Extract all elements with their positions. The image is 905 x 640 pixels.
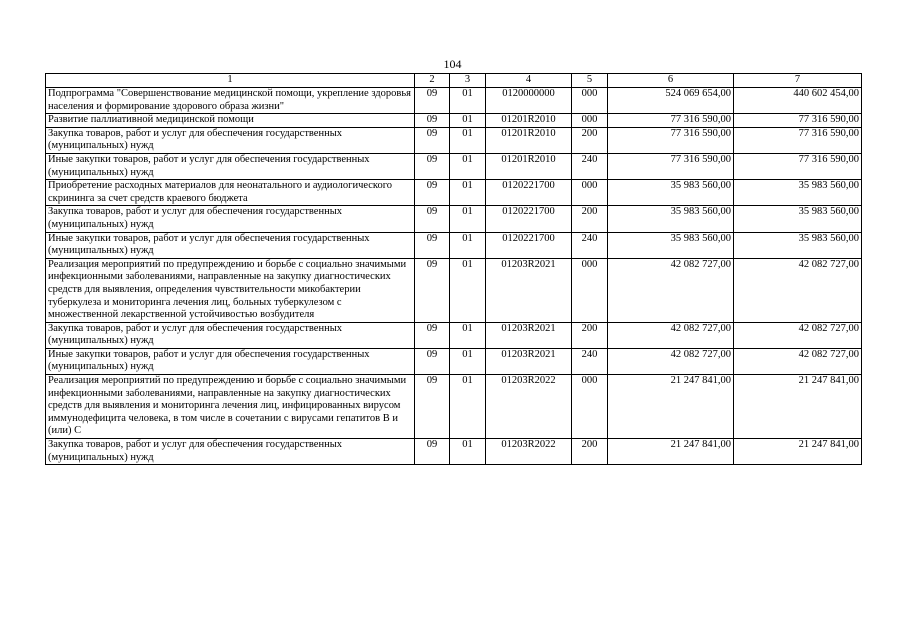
row-name: Реализация мероприятий по предупреждению и борьбе с социально значимыми инфекционными заболеваниями, направленные на закупку диагностических средств для выявления и мониторинга лечения лиц, инфицированных вирусом иммунодефицита человека, в том числе в сочетании с вирусами гепатитов В и (или) С [46,375,415,439]
row-amount-col6: 77 316 590,00 [608,127,734,153]
table-row [46,180,862,206]
row-subsection: 01 [450,348,486,374]
row-amount-col7: 42 082 727,00 [734,322,862,348]
row-amount-col7: 21 247 841,00 [734,375,862,439]
row-amount-col7: 42 082 727,00 [734,258,862,322]
table-row [46,153,862,179]
row-subsection: 01 [450,258,486,322]
row-subsection: 01 [450,206,486,232]
row-subsection: 01 [450,439,486,465]
row-name: Иные закупки товаров, работ и услуг для обеспечения государственных (муниципальных) нужд [46,153,415,179]
row-target-code: 01203R2021 [486,348,572,374]
row-section: 09 [415,206,450,232]
row-target-code: 0120000000 [486,88,572,114]
row-target-code: 01203R2021 [486,258,572,322]
column-header-7: 7 [734,74,862,88]
row-amount-col6: 35 983 560,00 [608,180,734,206]
table-row [46,88,862,114]
row-expense-type: 200 [572,206,608,232]
row-expense-type: 240 [572,232,608,258]
row-amount-col7: 77 316 590,00 [734,114,862,128]
row-subsection: 01 [450,232,486,258]
row-section: 09 [415,348,450,374]
row-amount-col7: 35 983 560,00 [734,180,862,206]
row-target-code: 01201R2010 [486,114,572,128]
row-section: 09 [415,180,450,206]
row-section: 09 [415,322,450,348]
row-amount-col6: 42 082 727,00 [608,322,734,348]
row-amount-col6: 77 316 590,00 [608,114,734,128]
row-section: 09 [415,153,450,179]
row-name: Приобретение расходных материалов для неонатального и аудиологического скрининга за счет средств краевого бюджета [46,180,415,206]
row-amount-col7: 77 316 590,00 [734,127,862,153]
row-name: Закупка товаров, работ и услуг для обеспечения государственных (муниципальных) нужд [46,127,415,153]
budget-table [45,73,862,465]
row-section: 09 [415,127,450,153]
row-amount-col7: 440 602 454,00 [734,88,862,114]
row-amount-col6: 21 247 841,00 [608,439,734,465]
row-name: Иные закупки товаров, работ и услуг для обеспечения государственных (муниципальных) нужд [46,232,415,258]
row-expense-type: 000 [572,180,608,206]
row-expense-type: 000 [572,375,608,439]
column-header-5: 5 [572,74,608,88]
row-section: 09 [415,114,450,128]
row-subsection: 01 [450,180,486,206]
row-subsection: 01 [450,322,486,348]
row-subsection: 01 [450,127,486,153]
row-expense-type: 200 [572,322,608,348]
row-expense-type: 000 [572,114,608,128]
table-row [46,439,862,465]
column-header-6: 6 [608,74,734,88]
row-section: 09 [415,232,450,258]
row-amount-col7: 35 983 560,00 [734,206,862,232]
table-header-row [46,74,862,88]
row-amount-col6: 524 069 654,00 [608,88,734,114]
column-header-2: 2 [415,74,450,88]
row-name: Закупка товаров, работ и услуг для обеспечения государственных (муниципальных) нужд [46,439,415,465]
table-row [46,348,862,374]
row-section: 09 [415,88,450,114]
row-section: 09 [415,439,450,465]
row-target-code: 01201R2010 [486,153,572,179]
row-subsection: 01 [450,114,486,128]
row-name: Иные закупки товаров, работ и услуг для обеспечения государственных (муниципальных) нужд [46,348,415,374]
row-name: Развитие паллиативной медицинской помощи [46,114,415,128]
table-row [46,114,862,128]
row-name: Закупка товаров, работ и услуг для обеспечения государственных (муниципальных) нужд [46,322,415,348]
row-amount-col6: 77 316 590,00 [608,153,734,179]
row-expense-type: 200 [572,439,608,465]
row-amount-col7: 35 983 560,00 [734,232,862,258]
row-name: Реализация мероприятий по предупреждению и борьбе с социально значимыми инфекционными заболеваниями, направленные на закупку диагностических средств для выявления, определения чувствительности микобактерии туберкулеза и мониторинга лечения лиц, больных туберкулезом с множественной лекарственной устойчивостью возбудителя [46,258,415,322]
row-subsection: 01 [450,88,486,114]
row-amount-col6: 42 082 727,00 [608,258,734,322]
row-name: Подпрограмма "Совершенствование медицинской помощи, укрепление здоровья населения и формирование здорового образа жизни" [46,88,415,114]
row-name: Закупка товаров, работ и услуг для обеспечения государственных (муниципальных) нужд [46,206,415,232]
row-section: 09 [415,258,450,322]
row-target-code: 0120221700 [486,206,572,232]
row-amount-col7: 42 082 727,00 [734,348,862,374]
row-amount-col7: 77 316 590,00 [734,153,862,179]
row-amount-col6: 35 983 560,00 [608,232,734,258]
row-amount-col6: 42 082 727,00 [608,348,734,374]
row-expense-type: 000 [572,258,608,322]
row-expense-type: 240 [572,153,608,179]
row-section: 09 [415,375,450,439]
column-header-4: 4 [486,74,572,88]
table-row [46,206,862,232]
row-target-code: 01203R2022 [486,375,572,439]
row-expense-type: 000 [572,88,608,114]
row-subsection: 01 [450,375,486,439]
table-row [46,322,862,348]
row-subsection: 01 [450,153,486,179]
row-expense-type: 200 [572,127,608,153]
row-target-code: 01201R2010 [486,127,572,153]
table-row [46,232,862,258]
row-target-code: 0120221700 [486,180,572,206]
table-row [46,258,862,322]
row-amount-col6: 21 247 841,00 [608,375,734,439]
row-amount-col6: 35 983 560,00 [608,206,734,232]
column-header-3: 3 [450,74,486,88]
row-expense-type: 240 [572,348,608,374]
page-number: 104 [443,57,462,71]
row-target-code: 01203R2022 [486,439,572,465]
row-amount-col7: 21 247 841,00 [734,439,862,465]
table-row [46,127,862,153]
table-row [46,375,862,439]
row-target-code: 0120221700 [486,232,572,258]
column-header-1: 1 [46,74,415,88]
row-target-code: 01203R2021 [486,322,572,348]
